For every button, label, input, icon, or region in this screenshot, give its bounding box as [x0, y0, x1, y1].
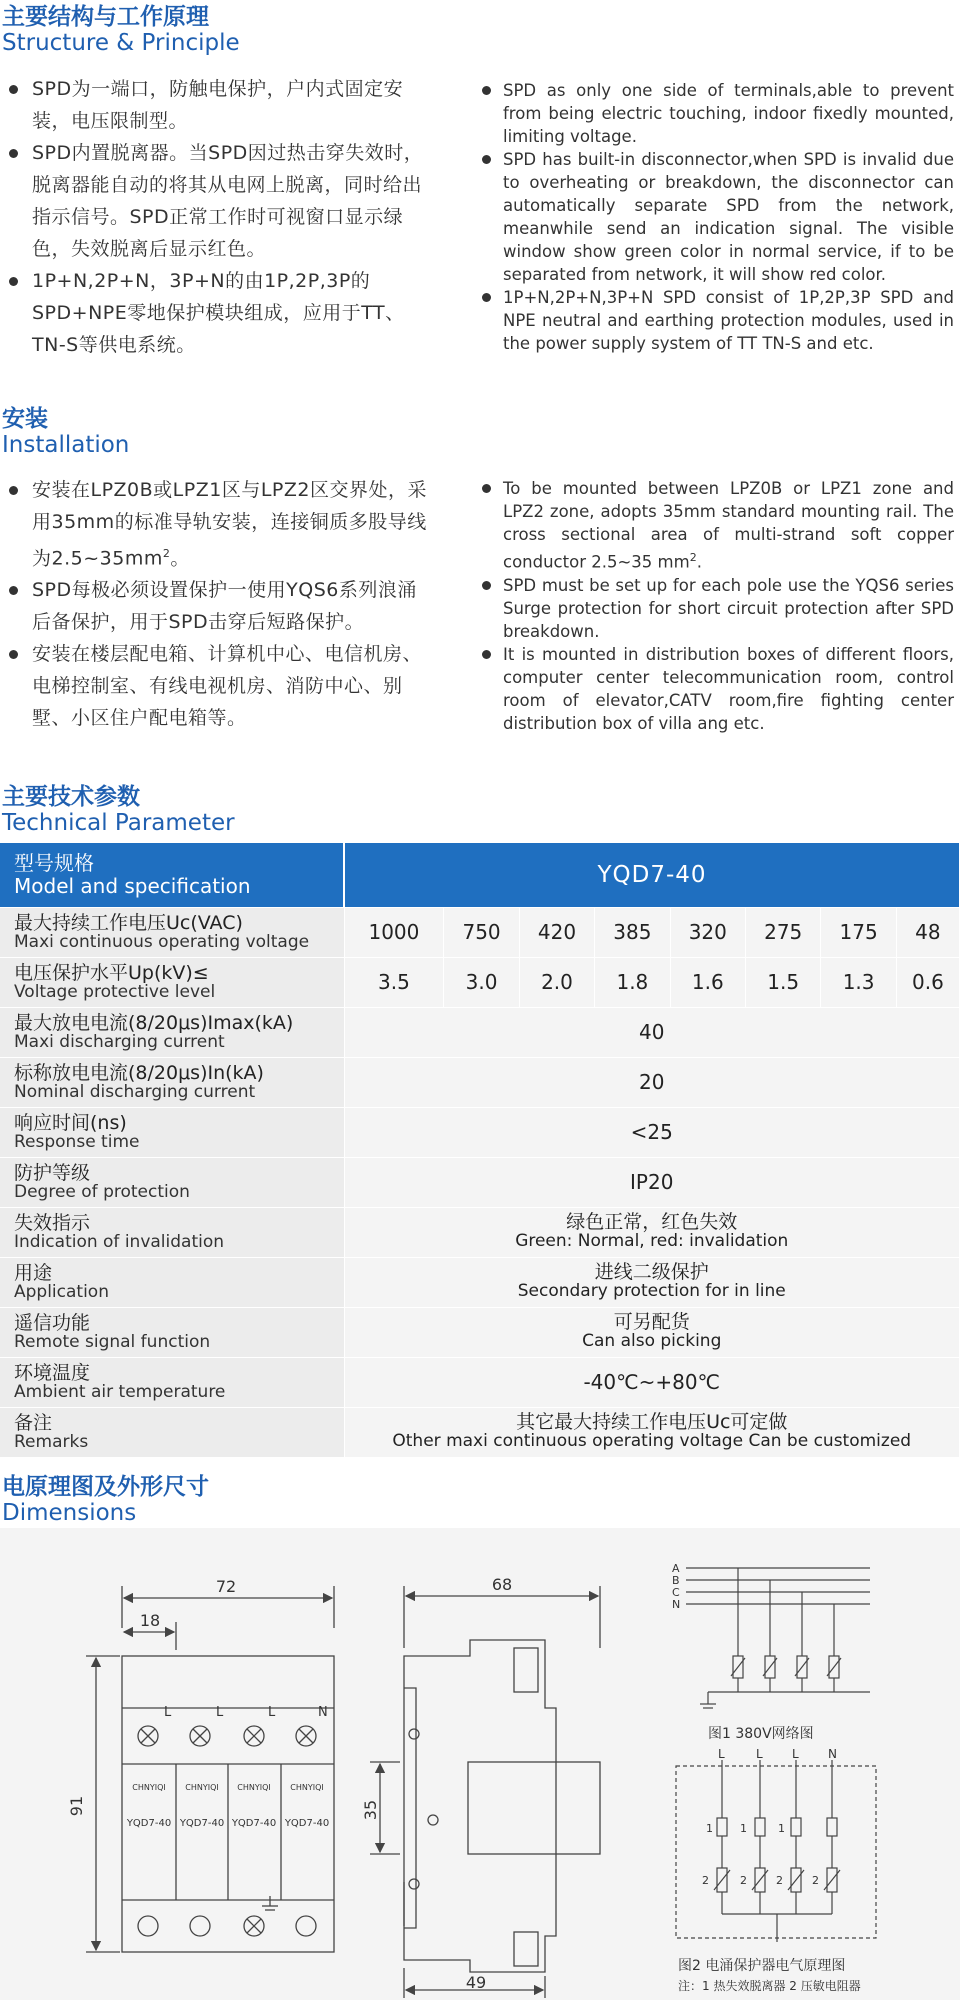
table-row [0, 1257, 960, 1307]
list-item: To be mounted between LPZ0B or LPZ1 zone and LPZ2 zone, adopts 35mm standard mounting rail. The cross sectional area of multi-strand soft copper conductor 2.5~35 $mm^2$. [476, 477, 954, 574]
line-label: N [672, 1598, 681, 1611]
table-cell: 20 [344, 1057, 960, 1107]
tech-title-zh: 主要技术参数 [2, 784, 140, 810]
table-cell: 1.5 [745, 957, 820, 1007]
table-cell [344, 1407, 960, 1457]
table-cell: 175 [821, 907, 896, 957]
table-cell [344, 1307, 960, 1357]
terminal-label: L [216, 1705, 224, 1720]
table-row [0, 1207, 960, 1257]
table-row [0, 1307, 960, 1357]
mark-label: 1 [740, 1822, 747, 1835]
pole-label: L [718, 1747, 725, 1761]
row-label [0, 1107, 344, 1157]
tech-title-en: Technical Parameter [2, 810, 235, 837]
mark-label: 2 [776, 1874, 783, 1887]
row-label-en: Maxi continuous operating voltage [14, 932, 310, 952]
table-cell: 2.0 [519, 957, 594, 1007]
header-label-cell [0, 843, 344, 907]
table-row [0, 1057, 960, 1107]
dim-depth-label: 68 [491, 1575, 513, 1594]
installation-zh-column [0, 474, 428, 734]
row-label-en: Remote signal function [14, 1332, 211, 1352]
row-label [0, 1207, 344, 1257]
dim-width-label: 72 [215, 1577, 237, 1596]
structure-en-column [476, 79, 954, 355]
module-brand: CHNYIQI [237, 1783, 271, 1792]
list-item: 1P+N,2P+N,3P+N SPD consist of 1P,2P,3P SPD and NPE neutral and earthing protection modules, used in the power supply system of TT TN-S and etc. [476, 286, 954, 355]
table-cell: <25 [344, 1107, 960, 1157]
mark-label: 2 [702, 1874, 709, 1887]
table-row [0, 907, 960, 957]
row-label [0, 1307, 344, 1357]
table-cell: -40℃~+80℃ [344, 1357, 960, 1407]
row-label-zh: 电压保护水平Up(kV)≤ [14, 962, 209, 984]
table-cell: 0.6 [896, 957, 959, 1007]
pole-label: L [792, 1747, 799, 1761]
table-row [0, 957, 960, 1007]
dim-pitch-label: 18 [139, 1611, 161, 1630]
table-cell: 48 [896, 907, 959, 957]
table-row [0, 1157, 960, 1207]
row-label-zh: 最大放电电流(8/20μs)Imax(kA) [14, 1012, 294, 1034]
cell-value-en: Secondary protection for in line [517, 1281, 786, 1301]
row-label [0, 1157, 344, 1207]
row-label-en: Voltage protective level [14, 982, 216, 1002]
row-label-zh: 标称放电电流(8/20μs)In(kA) [14, 1062, 264, 1084]
row-label-zh: 防护等级 [14, 1162, 91, 1184]
list-item: SPD为一端口，防触电保护，户内式固定安装，电压限制型。 [0, 73, 428, 137]
table-cell: 275 [745, 907, 820, 957]
list-item: SPD内置脱离器。当SPD因过热击穿失效时，脱离器能自动的将其从电网上脱离，同时给出指示信号。SPD正常工作时可视窗口显示绿色，失效脱离后显示红色。 [0, 137, 428, 265]
table-row [0, 1407, 960, 1457]
table-cell: IP20 [344, 1157, 960, 1207]
row-label-en: Nominal discharging current [14, 1082, 256, 1102]
table-row [0, 1007, 960, 1057]
row-label-en: Application [14, 1282, 109, 1302]
row-label-zh: 备注 [14, 1412, 53, 1434]
fig2-note: 注：1 热失效脱离器 2 压敏电阻器 [678, 1979, 861, 1993]
row-label-en: Indication of invalidation [14, 1232, 225, 1252]
network-diagram [686, 1568, 870, 1708]
table-cell [344, 1207, 960, 1257]
front-view-drawing [86, 1586, 334, 1952]
row-label-en: Ambient air temperature [14, 1382, 226, 1402]
module-brand: CHNYIQI [290, 1783, 324, 1792]
mark-label: 1 [706, 1822, 713, 1835]
dimensions-title-zh: 电原理图及外形尺寸 [2, 1474, 209, 1500]
module-model: YQD7-40 [284, 1818, 330, 1829]
spd-schematic [676, 1760, 876, 1942]
dim-base-label: 49 [465, 1973, 487, 1992]
table-row [0, 1107, 960, 1157]
row-label-zh: 失效指示 [14, 1212, 91, 1234]
row-label [0, 957, 344, 1007]
row-label [0, 1357, 344, 1407]
installation-en-column [476, 477, 954, 735]
dimension-drawings [0, 1528, 960, 2000]
row-label [0, 1007, 344, 1057]
table-cell: 1000 [344, 907, 444, 957]
structure-title-zh: 主要结构与工作原理 [2, 4, 209, 30]
table-cell: 1.6 [670, 957, 745, 1007]
row-label [0, 1257, 344, 1307]
module-brand: CHNYIQI [185, 1783, 219, 1792]
table-cell: 1.3 [821, 957, 896, 1007]
table-cell [344, 1257, 960, 1307]
cell-value-en: Green: Normal, red: invalidation [515, 1231, 789, 1251]
row-label-zh: 环境温度 [14, 1362, 91, 1384]
installation-title-zh: 安装 [2, 406, 48, 432]
table-cell: 320 [670, 907, 745, 957]
structure-title [2, 4, 240, 57]
row-label-en: Remarks [14, 1432, 89, 1452]
module-brand: CHNYIQI [132, 1783, 166, 1792]
dimensions-title-en: Dimensions [2, 1500, 137, 1527]
terminal-label: N [318, 1705, 328, 1720]
line-label: C [672, 1586, 680, 1599]
row-label-en: Degree of protection [14, 1182, 190, 1202]
fig1-caption: 图1 380V网络图 [708, 1726, 814, 1742]
row-label [0, 1407, 344, 1457]
pole-label: L [756, 1747, 763, 1761]
model-name: YQD7-40 [344, 843, 960, 907]
network-line-labels [672, 1562, 680, 1611]
row-label-en: Response time [14, 1132, 140, 1152]
line-label: A [672, 1562, 680, 1575]
installation-title [2, 406, 129, 459]
dimensions-panel [0, 1528, 960, 2000]
row-label-zh: 响应时间(ns) [14, 1112, 127, 1134]
table-cell: 385 [595, 907, 670, 957]
header-label-zh: 型号规格 [14, 850, 94, 875]
terminal-label: L [164, 1705, 172, 1720]
structure-title-en: Structure & Principle [2, 30, 240, 57]
dimensions-title [2, 1474, 209, 1527]
header-label-en: Model and specification [14, 873, 251, 898]
table-cell: 3.0 [444, 957, 519, 1007]
list-item: It is mounted in distribution boxes of different floors, computer center telecommunication room, control room of elevator,CATV room,fire fighting center distribution box of villa ang etc. [476, 643, 954, 735]
front-view-labels [67, 1577, 329, 1829]
list-item: SPD as only one side of terminals,able to prevent from being electric touching, indoor fixedly mounted, limiting voltage. [476, 79, 954, 148]
table-cell: 750 [444, 907, 519, 957]
dim-height-label: 91 [67, 1795, 86, 1817]
terminal-label: L [268, 1705, 276, 1720]
table-header-row [0, 843, 960, 907]
module-model: YQD7-40 [231, 1818, 277, 1829]
parameter-table [0, 843, 960, 1458]
mark-label: 2 [740, 1874, 747, 1887]
mark-label: 2 [812, 1874, 819, 1887]
table-cell: 1.8 [595, 957, 670, 1007]
list-item: 安装在LPZ0B或LPZ1区与LPZ2区交界处，采用35mm的标准导轨安装，连接铜质多股导线为$2.5\sim 35mm^2$。 [0, 474, 428, 574]
side-view-labels [361, 1575, 512, 1992]
row-label [0, 1057, 344, 1107]
cell-value-zh: 可另配货 [613, 1311, 690, 1333]
fig2-caption: 图2 电涌保护器电气原理图 [678, 1958, 846, 1974]
structure-zh-column [0, 73, 428, 361]
list-item: SPD每极必须设置保护一使用YQS6系列浪涌后备保护，用于SPD击穿后短路保护。 [0, 574, 428, 638]
cell-value-zh: 其它最大持续工作电压Uc可定做 [516, 1411, 788, 1433]
table-row [0, 1357, 960, 1407]
pole-label: N [828, 1747, 837, 1761]
installation-title-en: Installation [2, 432, 130, 459]
list-item: 安装在楼层配电箱、计算机中心、电信机房、电梯控制室、有线电视机房、消防中心、别墅、小区住户配电箱等。 [0, 638, 428, 734]
line-label: B [672, 1574, 680, 1587]
list-item: SPD must be set up for each pole use the YQS6 series Surge protection for short circuit protection after SPD breakdown. [476, 574, 954, 643]
module-model: YQD7-40 [126, 1818, 172, 1829]
list-item: SPD has built-in disconnector,when SPD is invalid due to overheating or breakdown, the disconnector can automatically separate SPD from the network, meanwhile send an indication signal. The visible window show green color in normal service, if to be separated from network, it will show red color. [476, 148, 954, 286]
row-label-zh: 最大持续工作电压Uc(VAC) [14, 912, 243, 934]
module-model: YQD7-40 [179, 1818, 225, 1829]
tech-title [2, 784, 235, 837]
side-view-drawing [370, 1586, 600, 1998]
cell-value-zh: 绿色正常，红色失效 [566, 1211, 738, 1233]
row-label [0, 907, 344, 957]
table-cell: 40 [344, 1007, 960, 1057]
cell-value-en: Can also picking [582, 1331, 722, 1351]
row-label-zh: 用途 [14, 1262, 53, 1284]
row-label-en: Maxi discharging current [14, 1032, 225, 1052]
row-label-zh: 遥信功能 [14, 1312, 91, 1334]
structure-zh-list [0, 73, 428, 361]
cell-value-en: Other maxi continuous operating voltage Can be customized [392, 1431, 912, 1451]
structure-en-list [476, 79, 954, 355]
dim-rail-label: 35 [361, 1799, 380, 1821]
cell-value-zh: 进线二级保护 [594, 1261, 709, 1283]
list-item: 1P+N,2P+N，3P+N的由1P,2P,3P的SPD+NPE零地保护模块组成，应用于TT、TN-S等供电系统。 [0, 265, 428, 361]
installation-en-list [476, 477, 954, 735]
table-cell: 3.5 [344, 957, 444, 1007]
table-cell: 420 [519, 907, 594, 957]
mark-label: 1 [778, 1822, 785, 1835]
installation-zh-list [0, 474, 428, 734]
